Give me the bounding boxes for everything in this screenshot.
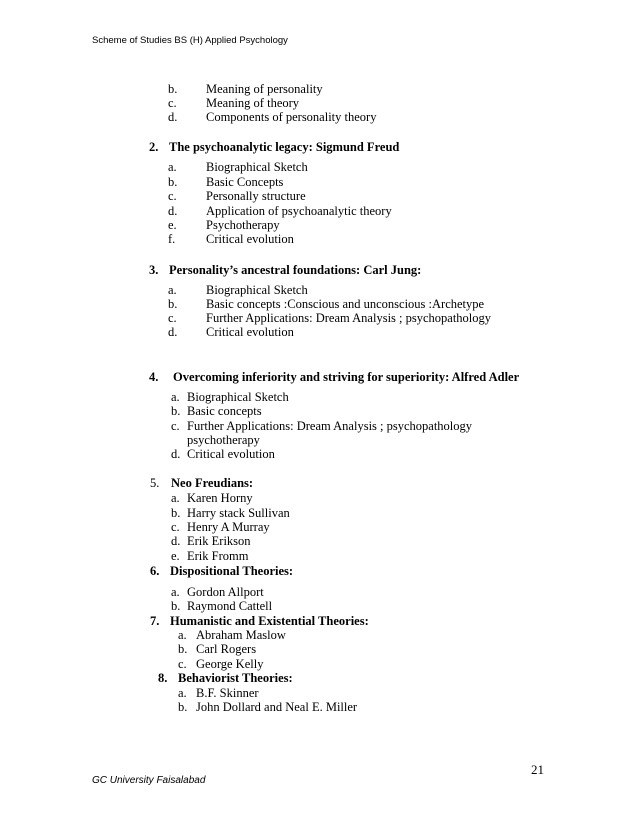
list-marker: f. — [168, 232, 176, 246]
list-marker: a. — [168, 283, 177, 297]
list-marker: c. — [171, 419, 180, 433]
list-marker: d. — [168, 204, 178, 218]
list-marker: d. — [168, 325, 178, 339]
section-heading: Humanistic and Existential Theories: — [170, 614, 369, 628]
list-item: Karen Horny — [187, 491, 253, 505]
list-marker: d. — [171, 447, 181, 461]
list-marker: b. — [178, 700, 188, 714]
list-marker: b. — [168, 82, 178, 96]
section-number: 7. — [150, 614, 160, 628]
section-heading: The psychoanalytic legacy: Sigmund Freud — [169, 140, 400, 154]
list-item: Biographical Sketch — [187, 390, 289, 404]
list-item-continued: psychotherapy — [187, 433, 260, 447]
list-marker: d. — [171, 534, 181, 548]
list-item: Further Applications: Dream Analysis ; psychopathology — [187, 419, 473, 433]
list-item: Application of psychoanalytic theory — [206, 204, 392, 218]
page-footer: GC University Faisalabad — [92, 775, 206, 786]
section-number: 8. — [158, 671, 168, 685]
list-marker: b. — [168, 297, 178, 311]
list-marker: a. — [178, 686, 187, 700]
list-item: Further Applications: Dream Analysis ; psychopathology — [206, 311, 492, 325]
list-item: Basic concepts — [187, 404, 262, 418]
list-item: Meaning of personality — [206, 82, 323, 96]
list-marker: b. — [171, 599, 181, 613]
list-marker: c. — [178, 657, 187, 671]
list-marker: a. — [171, 491, 180, 505]
section-number: 5. — [150, 476, 160, 490]
list-item: Raymond Cattell — [187, 599, 273, 613]
list-marker: c. — [168, 96, 177, 110]
list-item: John Dollard and Neal E. Miller — [196, 700, 358, 714]
list-item: George Kelly — [196, 657, 264, 671]
list-item: Meaning of theory — [206, 96, 300, 110]
list-marker: c. — [168, 311, 177, 325]
list-item: Basic Concepts — [206, 175, 284, 189]
list-item: B.F. Skinner — [196, 686, 259, 700]
section-heading: Overcoming inferiority and striving for superiority: Alfred Adler — [173, 370, 520, 384]
list-marker: c. — [171, 520, 180, 534]
list-item: Critical evolution — [206, 325, 294, 339]
section-heading: Behaviorist Theories: — [178, 671, 293, 685]
list-item: Critical evolution — [206, 232, 294, 246]
list-item: Psychotherapy — [206, 218, 280, 232]
section-heading: Personality’s ancestral foundations: Carl Jung: — [169, 263, 422, 277]
section-number: 4. — [149, 370, 159, 384]
list-marker: b. — [171, 404, 181, 418]
page-header: Scheme of Studies BS (H) Applied Psychology — [92, 35, 288, 46]
list-item: Erik Erikson — [187, 534, 251, 548]
list-marker: a. — [171, 390, 180, 404]
page-number: 21 — [531, 762, 544, 777]
list-item: Gordon Allport — [187, 585, 264, 599]
section-number: 2. — [149, 140, 159, 154]
section-heading: Dispositional Theories: — [170, 564, 294, 578]
list-item: Erik Fromm — [187, 549, 249, 563]
list-item: Carl Rogers — [196, 642, 257, 656]
list-item: Harry stack Sullivan — [187, 506, 290, 520]
section-number: 3. — [149, 263, 159, 277]
list-item: Henry A Murray — [187, 520, 270, 534]
list-marker: c. — [168, 189, 177, 203]
list-marker: d. — [168, 110, 178, 124]
list-marker: e. — [171, 549, 180, 563]
list-item: Personally structure — [206, 189, 306, 203]
section-number: 6. — [150, 564, 160, 578]
list-item: Abraham Maslow — [196, 628, 286, 642]
list-marker: b. — [178, 642, 188, 656]
list-marker: b. — [171, 506, 181, 520]
list-marker: a. — [171, 585, 180, 599]
section-heading: Neo Freudians: — [171, 476, 254, 490]
list-item: Basic concepts :Conscious and unconscious :Archetype — [206, 297, 485, 311]
list-item: Biographical Sketch — [206, 283, 308, 297]
list-marker: e. — [168, 218, 177, 232]
list-marker: a. — [168, 160, 177, 174]
list-marker: a. — [178, 628, 187, 642]
list-item: Critical evolution — [187, 447, 275, 461]
list-item: Biographical Sketch — [206, 160, 308, 174]
list-marker: b. — [168, 175, 178, 189]
list-item: Components of personality theory — [206, 110, 377, 124]
